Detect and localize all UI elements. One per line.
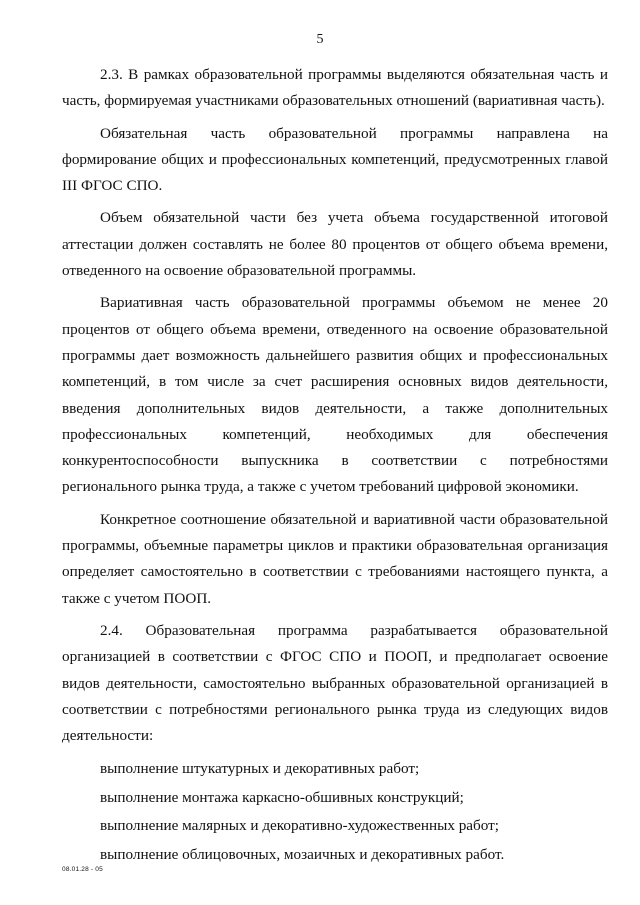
list-item: выполнение монтажа каркасно-обшивных конструкций; (100, 788, 464, 806)
paragraph-variable-part: Вариативная часть образовательной программы объемом не менее 20 процентов от общего объема времени, отведенного на освоение образовательной программы дает возможность дальнейшего развития общих и профессиональных компетенций, в том числе за счет расширения основных видов деятельности, введения дополнительных видов деятельности, а также дополнительных профессиональных компетенций, необходимых для обеспечения конкурентоспособности выпускника в соответствии с потребностями регионального рынка труда, а также с учетом требований цифровой экономики. (62, 294, 608, 496)
paragraph-2-4: 2.4. Образовательная программа разрабатывается образовательной организацией в соответствии с ФГОС СПО и ПООП, и предполагает освоение видов деятельности, самостоятельно выбранных образовательной организацией в соответствии с потребностями регионального рынка труда из следующих видов деятельности: (62, 621, 608, 745)
paragraph-mandatory-volume: Объем обязательной части без учета объема государственной итоговой аттестации должен составлять не более 80 процентов от общего объема времени, отведенного на освоение образовательной программы. (62, 209, 608, 280)
footer-document-code: 08.01.28 - 05 (62, 866, 103, 873)
document-body (62, 62, 608, 869)
list-item: выполнение штукатурных и декоративных работ; (100, 760, 420, 778)
list-item: выполнение облицовочных, мозаичных и декоративных работ. (100, 845, 505, 863)
list-item: выполнение малярных и декоративно-художественных работ; (100, 817, 500, 835)
page-number: 5 (316, 32, 324, 47)
paragraph-mandatory-part: Обязательная часть образовательной программы направлена на формирование общих и профессиональных компетенций, предусмотренных главой III ФГОС СПО. (62, 124, 608, 195)
paragraph-ratio: Конкретное соотношение обязательной и вариативной части образовательной программы, объемные параметры циклов и практики образовательная организация определяет самостоятельно в соответствии с требованиями настоящего пункта, а также с учетом ПООП. (62, 510, 608, 607)
paragraph-2-3: 2.3. В рамках образовательной программы выделяются обязательная часть и часть, формируемая участниками образовательных отношений (вариативная часть). (62, 66, 608, 110)
